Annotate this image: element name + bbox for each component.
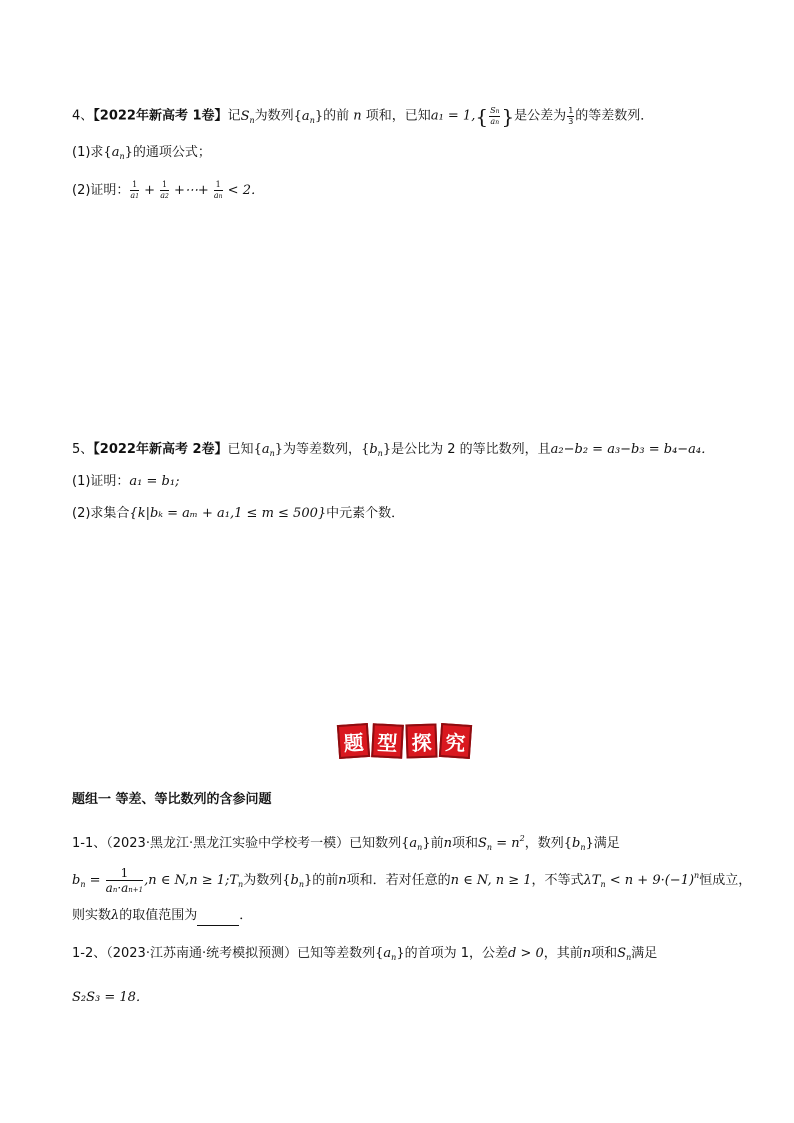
- q4-number: 4、: [72, 108, 94, 124]
- q5-part2: (2)求集合{k|bₖ = aₘ + a₁,1 ≤ m ≤ 500}中元素个数．: [72, 506, 405, 521]
- q4-part2: (2)证明： $\frac{1}{a1}$ + $\frac{1}{a2}$ +⋯+ $\frac{1}{an}$ < 2．: [72, 180, 264, 200]
- q4-source: 【2022年新高考 1卷】: [93, 108, 228, 124]
- banner-char: 究: [439, 723, 472, 759]
- banner-char: 型: [371, 723, 404, 759]
- banner-char: 探: [405, 723, 437, 758]
- answer-blank[interactable]: [197, 911, 239, 926]
- group-title: 题组一 等差、等比数列的含参问题: [72, 792, 272, 807]
- q4-fraction: $\frac{1}{3}$: [568, 105, 574, 126]
- q4-part1: (1)求$\{a_n\}$的通项公式；: [72, 145, 211, 161]
- q12-stem: 1-2、（2023·江苏南通·统考模拟预测）已知等差数列$\{a_n\}$的首项为 1，公差d > 0，其前n项和$S_n$满足: [72, 946, 658, 962]
- q5-number: 5、: [72, 442, 94, 457]
- section-banner: [338, 724, 471, 758]
- q11-line2: $b_n$ = $\frac{1}{an\cdot an+1}$ ,n ∈ $N,n \ge 1;T_n$为数列$\{b_n\}$的前n项和．若对任意的n ∈ N, n ≥ 1，不等式$\lambda T_n < n + 9\cdot(-1)^n$恒成立，: [72, 866, 752, 895]
- banner-char: 题: [337, 723, 370, 759]
- q12-line2: S₂S₃ = 18．: [72, 990, 149, 1005]
- q5-part1: (1)证明：a₁ = b₁;: [72, 474, 180, 489]
- q5-stem: 5、【2022年新高考 2卷】已知$\{a_n\}$为等差数列，$\{b_n\}$是公比为 2 的等比数列，且a₂−b₂ = a₃−b₃ = b₄−a₄．: [72, 442, 715, 458]
- q11-line3: 则实数λ的取值范围为 ．: [72, 906, 252, 926]
- q11-stem: 1-1、（2023·黑龙江·黑龙江实验中学校考一模）已知数列$\{a_n\}$前n项和$S_n = n^2$，数列$\{b_n\}$满足: [72, 834, 620, 852]
- q5-source: 【2022年新高考 2卷】: [93, 442, 228, 457]
- q4-stem: 4、【2022年新高考 1卷】记$S_n$为数列$\{a_n\}$的前 n 项和，已知a₁ = 1,{ $\frac{Sn}{an}$ }是公差为 $\frac{1}{3}$ 的等差数列．: [72, 104, 654, 128]
